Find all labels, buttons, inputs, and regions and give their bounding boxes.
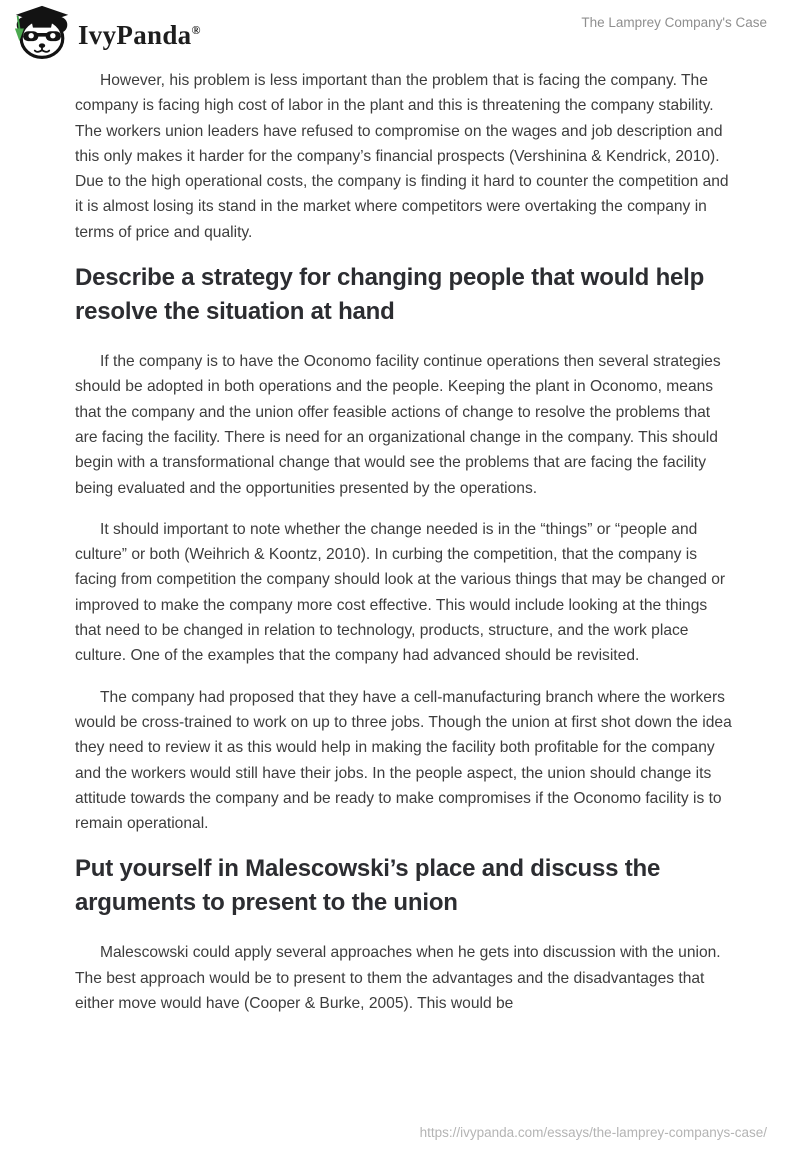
logo-wordmark	[78, 22, 201, 49]
registered-trademark-symbol: ®	[191, 23, 201, 37]
section-heading: Put yourself in Malescowski’s place and discuss the arguments to present to the union	[75, 855, 661, 916]
document-body	[75, 68, 735, 1032]
ivypanda-logo	[13, 5, 201, 66]
body-paragraph: Malescowski could apply several approaches when he gets into discussion with the union. The best approach would be to present to them the advantages and the disadvantages that either move would have (Cooper & Burke, 2005). This would be	[75, 944, 721, 1013]
body-paragraph: However, his problem is less important than the problem that is facing the company. The company is facing high cost of labor in the plant and this is threatening the company stability. The workers union leaders have refused to compromise on the wages and job description and this only makes it harder for the company’s financial prospects (Vershinina & Kendrick, 2010). Due to the high operational costs, the company is finding it hard to counter the competition and it is almost losing its stand in the market where competitors were overtaking the company in terms of price and quality.	[75, 72, 729, 241]
body-paragraph: It should important to note whether the change needed is in the “things” or “people and culture” or both (Weihrich & Koontz, 2010). In curbing the competition, that the company is facing from competition the company should look at the various things that may be changed or improved to make the company more cost effective. This would include looking at the things that need to be changed in relation to technology, products, structure, and the work place culture. One of the examples that the company had advanced should be revisited.	[75, 520, 726, 665]
body-paragraph: The company had proposed that they have a cell-manufacturing branch where the workers would be cross-trained to work on up to three jobs. Though the union at first shot down the idea they need to review it as this would help in making the facility both profitable for the company and the workers would still have their jobs. In the people aspect, the union should change its attitude towards the company and be ready to make compromises if the Oconomo facility is to remain operational.	[75, 688, 732, 833]
section-heading: Describe a strategy for changing people that would help resolve the situation at hand	[75, 264, 705, 325]
footer-page-url: https://ivypanda.com/essays/the-lamprey-companys-case/	[419, 1125, 767, 1140]
body-paragraph: If the company is to have the Oconomo facility continue operations then several strategies should be adopted in both operations and the people. Keeping the plant in Oconomo, means that the company and the union offer feasible actions of change to resolve the problems that are facing the facility. There is need for an organizational change in the company. This should begin with a transformational change that would see the problems that are facing the facility being evaluated and the opportunities presented by the operations.	[75, 353, 721, 497]
panda-graduate-icon	[13, 5, 71, 66]
document-title: The Lamprey Company's Case	[581, 15, 767, 30]
logo-wordmark-text: IvyPanda	[78, 20, 192, 50]
